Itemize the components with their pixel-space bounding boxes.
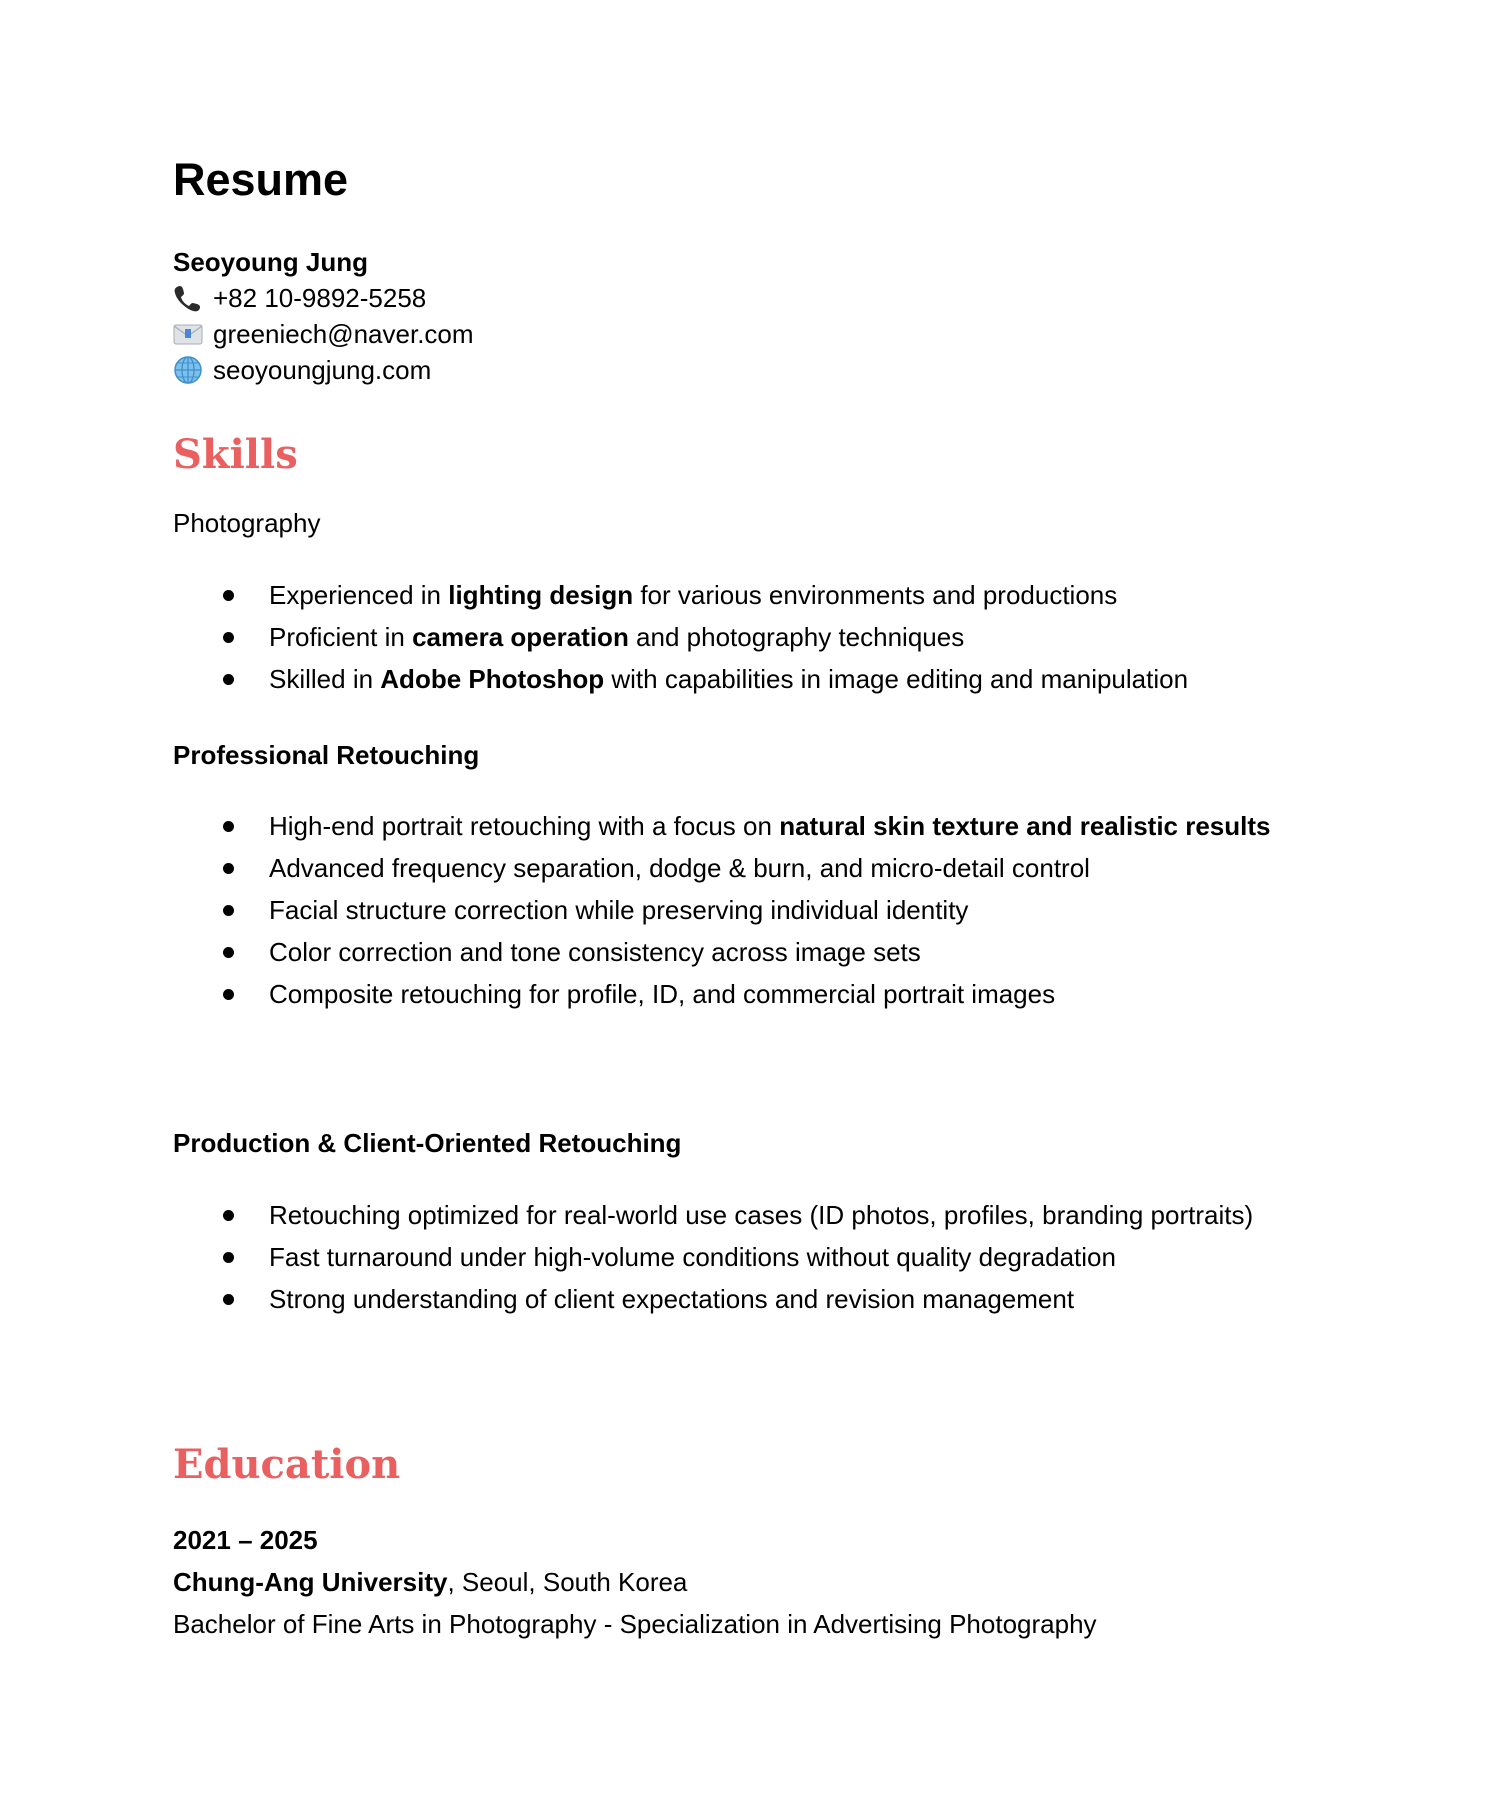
page-title: Resume bbox=[173, 154, 349, 205]
list-item-bold: camera operation bbox=[412, 622, 629, 652]
list-item bbox=[173, 973, 1270, 1015]
production-retouching-label: Production & Client-Oriented Retouching bbox=[173, 1128, 682, 1158]
contact-email-line bbox=[173, 316, 474, 352]
contact-website[interactable]: seoyoungjung.com bbox=[213, 355, 432, 385]
globe-icon bbox=[173, 355, 207, 385]
contact-block bbox=[173, 244, 474, 388]
list-item bbox=[173, 574, 1188, 616]
envelope-icon bbox=[173, 319, 207, 349]
professional-retouching-list bbox=[173, 805, 1270, 1015]
bullet-dot bbox=[223, 863, 234, 874]
list-item-pre: High-end portrait retouching with a focus on bbox=[269, 811, 780, 841]
list-item-pre: Color correction and tone consistency across image sets bbox=[269, 937, 921, 967]
list-item-pre: Strong understanding of client expectations and revision management bbox=[269, 1284, 1075, 1314]
bullet-dot bbox=[223, 674, 234, 685]
list-item bbox=[173, 1194, 1253, 1236]
list-item-pre: Fast turnaround under high-volume conditions without quality degradation bbox=[269, 1242, 1116, 1272]
list-item bbox=[173, 889, 1270, 931]
skills-heading: Skills bbox=[173, 431, 298, 478]
education-school-line bbox=[173, 1561, 687, 1603]
list-item-post: and photography techniques bbox=[628, 622, 965, 652]
education-degree: Bachelor of Fine Arts in Photography - Specialization in Advertising Photography bbox=[173, 1609, 1097, 1639]
education-heading: Education bbox=[173, 1441, 401, 1488]
list-item bbox=[173, 1278, 1253, 1320]
contact-phone-line bbox=[173, 280, 474, 316]
bullet-dot bbox=[223, 1252, 234, 1263]
education-location: , Seoul, South Korea bbox=[447, 1567, 688, 1597]
list-item-pre: Skilled in bbox=[269, 664, 381, 694]
list-item bbox=[173, 931, 1270, 973]
list-item-pre: Facial structure correction while preserving individual identity bbox=[269, 895, 969, 925]
photography-list bbox=[173, 574, 1188, 700]
bullet-dot bbox=[223, 989, 234, 1000]
bullet-dot bbox=[223, 821, 234, 832]
contact-phone: +82 10-9892-5258 bbox=[213, 283, 427, 313]
list-item-post: with capabilities in image editing and manipulation bbox=[604, 664, 1189, 694]
bullet-dot bbox=[223, 1210, 234, 1221]
list-item-pre: Experienced in bbox=[269, 580, 449, 610]
bullet-dot bbox=[223, 590, 234, 601]
bullet-dot bbox=[223, 905, 234, 916]
production-retouching-list bbox=[173, 1194, 1253, 1320]
bullet-dot bbox=[223, 947, 234, 958]
contact-email[interactable]: greeniech@naver.com bbox=[213, 319, 474, 349]
education-years-text: 2021 – 2025 bbox=[173, 1525, 318, 1555]
phone-icon bbox=[173, 283, 207, 313]
photography-label: Photography bbox=[173, 508, 321, 538]
list-item bbox=[173, 1236, 1253, 1278]
education-school: Chung-Ang University bbox=[173, 1567, 448, 1597]
professional-retouching-label: Professional Retouching bbox=[173, 740, 480, 770]
bullet-dot bbox=[223, 1294, 234, 1305]
list-item-pre: Advanced frequency separation, dodge & burn, and micro-detail control bbox=[269, 853, 1090, 883]
list-item-bold: Adobe Photoshop bbox=[380, 664, 605, 694]
list-item bbox=[173, 616, 1188, 658]
contact-name: Seoyoung Jung bbox=[173, 247, 368, 277]
contact-website-line bbox=[173, 352, 474, 388]
list-item bbox=[173, 805, 1270, 847]
education-years bbox=[173, 1519, 318, 1561]
list-item-bold: natural skin texture and realistic results bbox=[779, 811, 1271, 841]
list-item-post: for various environments and productions bbox=[633, 580, 1118, 610]
list-item bbox=[173, 847, 1270, 889]
list-item bbox=[173, 658, 1188, 700]
list-item-bold: lighting design bbox=[448, 580, 634, 610]
list-item-pre: Retouching optimized for real-world use cases (ID photos, profiles, branding portraits) bbox=[269, 1200, 1254, 1230]
list-item-pre: Composite retouching for profile, ID, and commercial portrait images bbox=[269, 979, 1056, 1009]
list-item-pre: Proficient in bbox=[269, 622, 413, 652]
bullet-dot bbox=[223, 632, 234, 643]
